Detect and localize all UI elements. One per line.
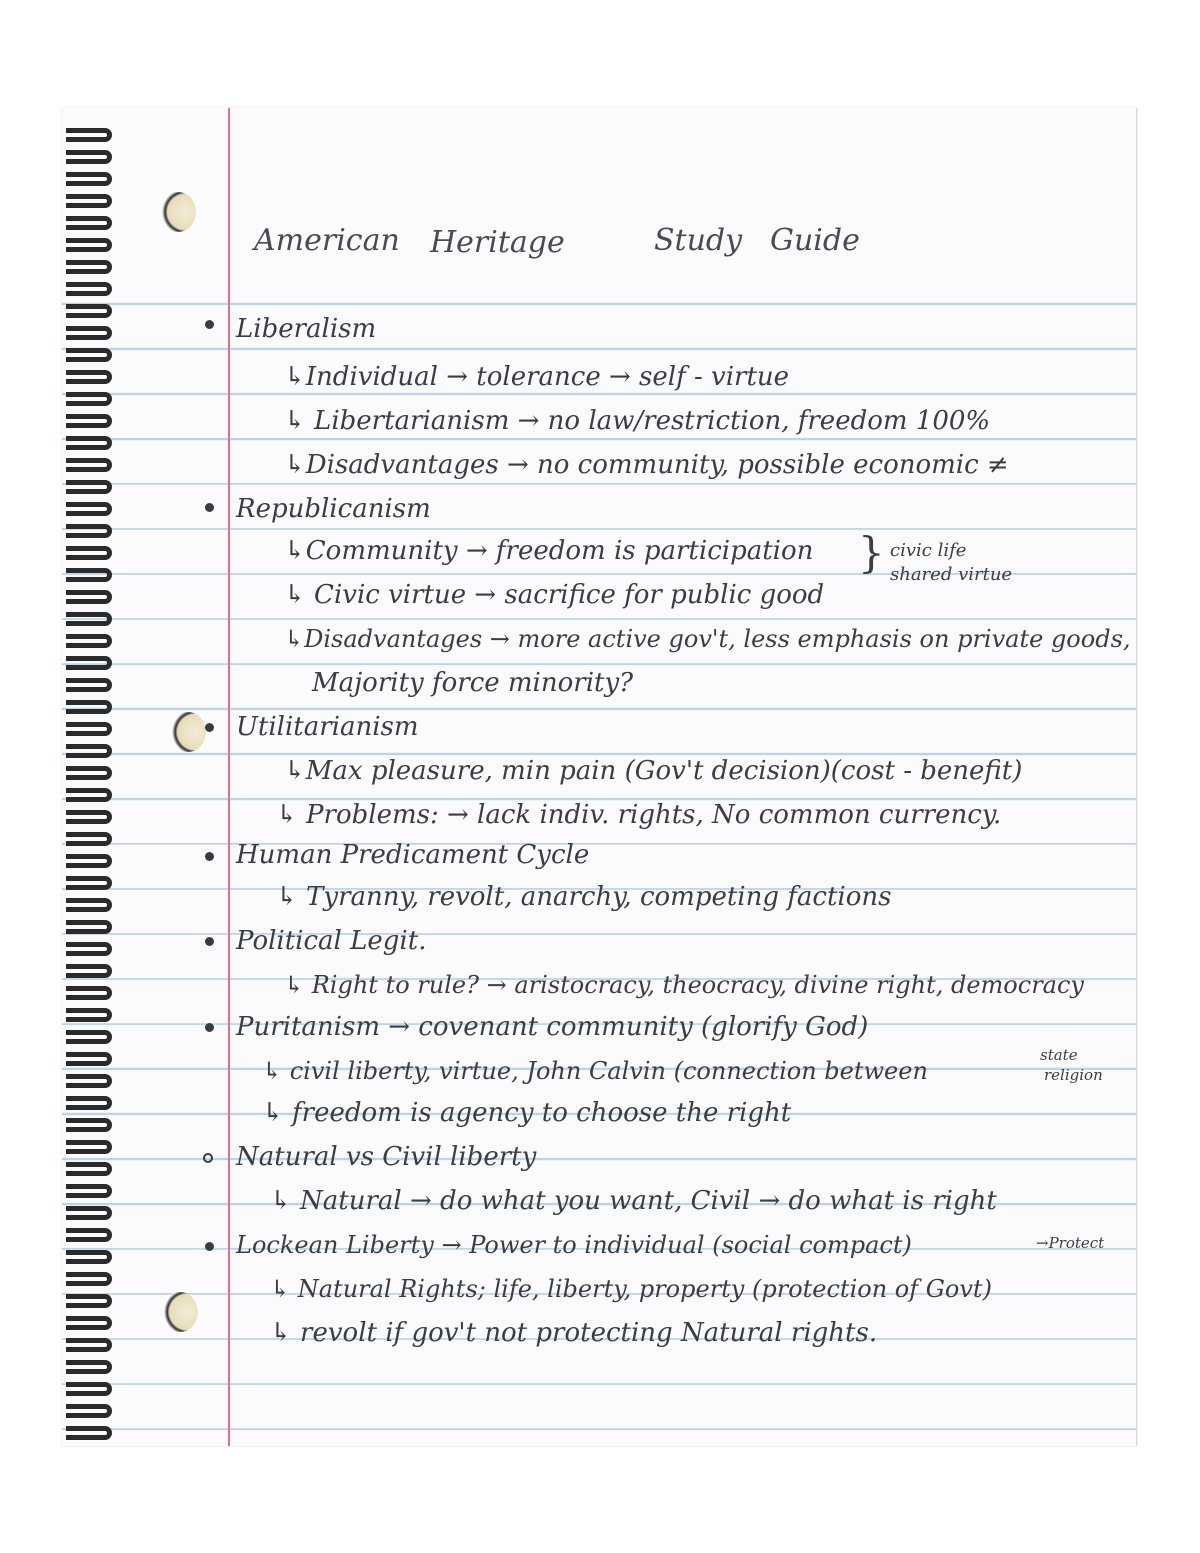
title-word-american: American xyxy=(254,223,400,258)
spiral-coil xyxy=(66,1338,112,1352)
bullet xyxy=(205,503,214,512)
spiral-binding xyxy=(62,108,122,1446)
spiral-coil xyxy=(66,150,112,164)
spiral-coil xyxy=(66,1294,112,1308)
spiral-coil xyxy=(66,590,112,604)
spiral-coil xyxy=(66,1030,112,1044)
spiral-coil xyxy=(66,282,112,296)
spiral-coil xyxy=(66,502,112,516)
lockean-line-2: ↳ revolt if gov't not protecting Natural rights. xyxy=(270,1318,878,1348)
side-note-civic-life: civic life xyxy=(890,540,967,561)
spiral-coil xyxy=(66,1272,112,1286)
spiral-coil xyxy=(66,216,112,230)
human-predicament-line-1: ↳ Tyranny, revolt, anarchy, competing factions xyxy=(276,882,892,912)
liberalism-line-1: ↳Individual → tolerance → self - virtue xyxy=(284,362,790,392)
heading-natural-civil: Natural vs Civil liberty xyxy=(236,1142,537,1172)
heading-political-legit: Political Legit. xyxy=(236,926,427,956)
bullet xyxy=(203,1153,213,1163)
spiral-coil xyxy=(66,700,112,714)
spiral-coil xyxy=(66,260,112,274)
spiral-coil xyxy=(66,744,112,758)
spiral-coil xyxy=(66,1426,112,1440)
puritanism-line-1: ↳ civil liberty, virtue, John Calvin (connection between xyxy=(262,1057,928,1085)
natural-civil-line-1: ↳ Natural → do what you want, Civil → do what is right xyxy=(270,1186,997,1216)
spiral-coil xyxy=(66,634,112,648)
heading-liberalism: Liberalism xyxy=(236,314,377,344)
heading-human-predicament: Human Predicament Cycle xyxy=(236,840,590,870)
liberalism-line-3: ↳Disadvantages → no community, possible economic ≠ xyxy=(284,450,1009,480)
spiral-coil xyxy=(66,986,112,1000)
heading-puritanism: Puritanism → covenant community (glorify God) xyxy=(236,1012,869,1042)
spiral-coil xyxy=(66,766,112,780)
note-religion: religion xyxy=(1044,1066,1103,1084)
punch-hole-bottom xyxy=(162,1292,198,1332)
spiral-coil xyxy=(66,1052,112,1066)
spiral-coil xyxy=(66,1184,112,1198)
spiral-coil xyxy=(66,898,112,912)
spiral-coil xyxy=(66,436,112,450)
spiral-coil xyxy=(66,1228,112,1242)
spiral-coil xyxy=(66,612,112,626)
spiral-coil xyxy=(66,392,112,406)
liberalism-line-2: ↳ Libertarianism → no law/restriction, freedom 100% xyxy=(284,406,991,436)
page-top-blank xyxy=(62,108,1136,258)
spiral-coil xyxy=(66,1316,112,1330)
spiral-coil xyxy=(66,348,112,362)
punch-hole-middle xyxy=(170,712,206,752)
spiral-coil xyxy=(66,414,112,428)
spiral-coil xyxy=(66,1118,112,1132)
spiral-coil xyxy=(66,524,112,538)
bullet xyxy=(205,723,214,732)
lockean-line-1: ↳ Natural Rights; life, liberty, property (protection of Govt) xyxy=(270,1275,992,1303)
title-word-guide: Guide xyxy=(770,223,860,258)
spiral-coil xyxy=(66,854,112,868)
spiral-coil xyxy=(66,238,112,252)
title-word-study: Study xyxy=(654,223,743,258)
spiral-coil xyxy=(66,1162,112,1176)
utilitarianism-line-1: ↳Max pleasure, min pain (Gov't decision)(cost - benefit) xyxy=(284,756,1023,786)
republicanism-line-2: ↳ Civic virtue → sacrifice for public good xyxy=(284,580,825,610)
republicanism-line-4: Majority force minority? xyxy=(312,668,634,698)
spiral-coil xyxy=(66,788,112,802)
punch-hole-top xyxy=(160,192,196,232)
spiral-coil xyxy=(66,1206,112,1220)
spiral-coil xyxy=(66,678,112,692)
bullet xyxy=(205,852,214,861)
side-note-shared-virtue: shared virtue xyxy=(890,564,1013,585)
spiral-coil xyxy=(66,656,112,670)
heading-utilitarianism: Utilitarianism xyxy=(236,712,419,742)
spiral-coil xyxy=(66,1382,112,1396)
spiral-coil xyxy=(66,1140,112,1154)
note-state: state xyxy=(1040,1046,1078,1064)
spiral-coil xyxy=(66,722,112,736)
spiral-coil xyxy=(66,194,112,208)
spiral-coil xyxy=(66,458,112,472)
note-protect: →Protect xyxy=(1036,1234,1105,1252)
spiral-coil xyxy=(66,920,112,934)
spiral-coil xyxy=(66,1404,112,1418)
spiral-coil xyxy=(66,876,112,890)
spiral-coil xyxy=(66,172,112,186)
spiral-coil xyxy=(66,480,112,494)
utilitarianism-line-2: ↳ Problems: → lack indiv. rights, No common currency. xyxy=(276,800,1002,830)
heading-republicanism: Republicanism xyxy=(236,494,431,524)
spiral-coil xyxy=(66,1008,112,1022)
spiral-coil xyxy=(66,832,112,846)
spiral-coil xyxy=(66,1074,112,1088)
title-word-heritage: Heritage xyxy=(430,225,565,260)
spiral-coil xyxy=(66,568,112,582)
spiral-coil xyxy=(66,810,112,824)
republicanism-line-3: ↳Disadvantages → more active gov't, less emphasis on private goods, xyxy=(284,625,1131,653)
spiral-coil xyxy=(66,128,112,142)
spiral-coil xyxy=(66,304,112,318)
political-legit-line-1: ↳ Right to rule? → aristocracy, theocracy, divine right, democracy xyxy=(284,971,1084,999)
spiral-coil xyxy=(66,370,112,384)
spiral-coil xyxy=(66,1250,112,1264)
bullet xyxy=(205,1023,214,1032)
bullet xyxy=(205,1242,214,1251)
spiral-coil xyxy=(66,964,112,978)
spiral-coil xyxy=(66,942,112,956)
bullet xyxy=(205,937,214,946)
margin-line xyxy=(228,108,230,1446)
bullet xyxy=(205,320,214,329)
spiral-coil xyxy=(66,326,112,340)
brace: } xyxy=(858,528,885,577)
heading-lockean: Lockean Liberty → Power to individual (social compact) xyxy=(236,1231,912,1259)
puritanism-line-2: ↳ freedom is agency to choose the right xyxy=(262,1098,792,1128)
spiral-coil xyxy=(66,1360,112,1374)
republicanism-line-1: ↳Community → freedom is participation xyxy=(284,536,814,566)
spiral-coil xyxy=(66,546,112,560)
spiral-coil xyxy=(66,1096,112,1110)
